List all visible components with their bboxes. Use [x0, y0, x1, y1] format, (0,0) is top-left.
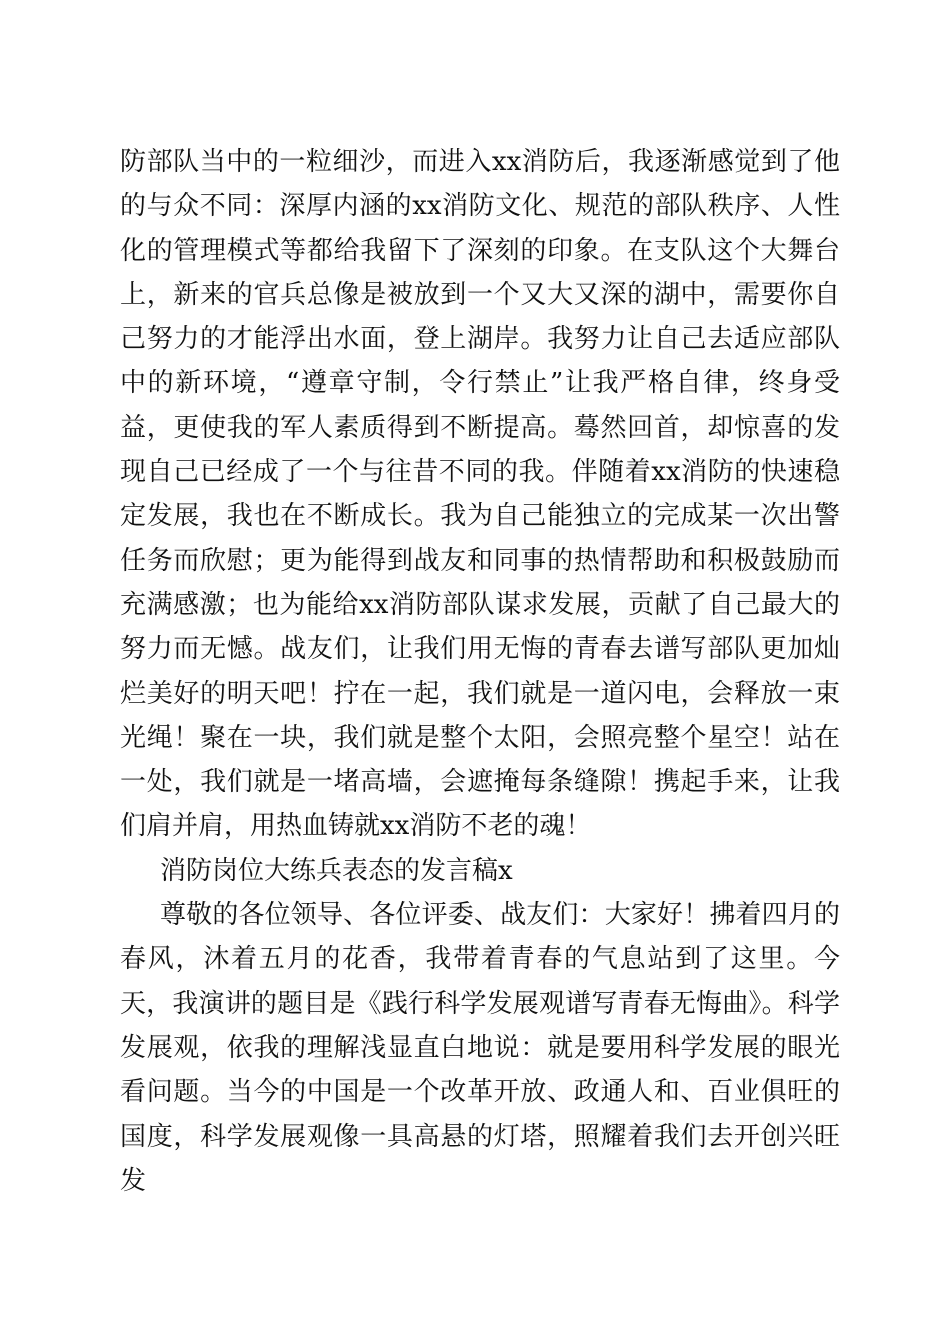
document-body: [120, 140, 840, 1203]
paragraph-continuation: 防部队当中的一粒细沙，而进入xx消防后，我逐渐感觉到了他的与众不同：深厚内涵的xx消防文化、规范的部队秩序、人性化的管理模式等都给我留下了深刻的印象。在支队这个大舞台上，新来的官兵总像是被放到一个又大又深的湖中，需要你自己努力的才能浮出水面，登上湖岸。我努力让自己去适应部队中的新环境，“遵章守制，令行禁止”让我严格自律，终身受益，更使我的军人素质得到不断提高。蓦然回首，却惊喜的发现自己已经成了一个与往昔不同的我。伴随着xx消防的快速稳定发展，我也在不断成长。我为自己能独立的完成某一次出警任务而欣慰；更为能得到战友和同事的热情帮助和积极鼓励而充满感激；也为能给xx消防部队谋求发展，贡献了自己最大的努力而无憾。战友们，让我们用无悔的青春去谱写部队更加灿烂美好的明天吧！拧在一起，我们就是一道闪电，会释放一束光绳！聚在一块，我们就是整个太阳，会照亮整个星空！站在一处，我们就是一堵高墙，会遮掩每条缝隙！携起手来，让我们肩并肩，用热血铸就xx消防不老的魂！: [120, 147, 840, 842]
section-heading: 消防岗位大练兵表态的发言稿x: [160, 855, 513, 886]
paragraph-speech-opening: 尊敬的各位领导、各位评委、战友们：大家好！拂着四月的春风，沐着五月的花香，我带着青春的气息站到了这里。今天，我演讲的题目是《践行科学发展观谱写青春无悔曲》。科学发展观，依我的理解浅显直白地说：就是要用科学发展的眼光看问题。当今的中国是一个改革开放、政通人和、百业俱旺的国度，科学发展观像一具高悬的灯塔，照耀着我们去开创兴旺发: [120, 900, 840, 1196]
